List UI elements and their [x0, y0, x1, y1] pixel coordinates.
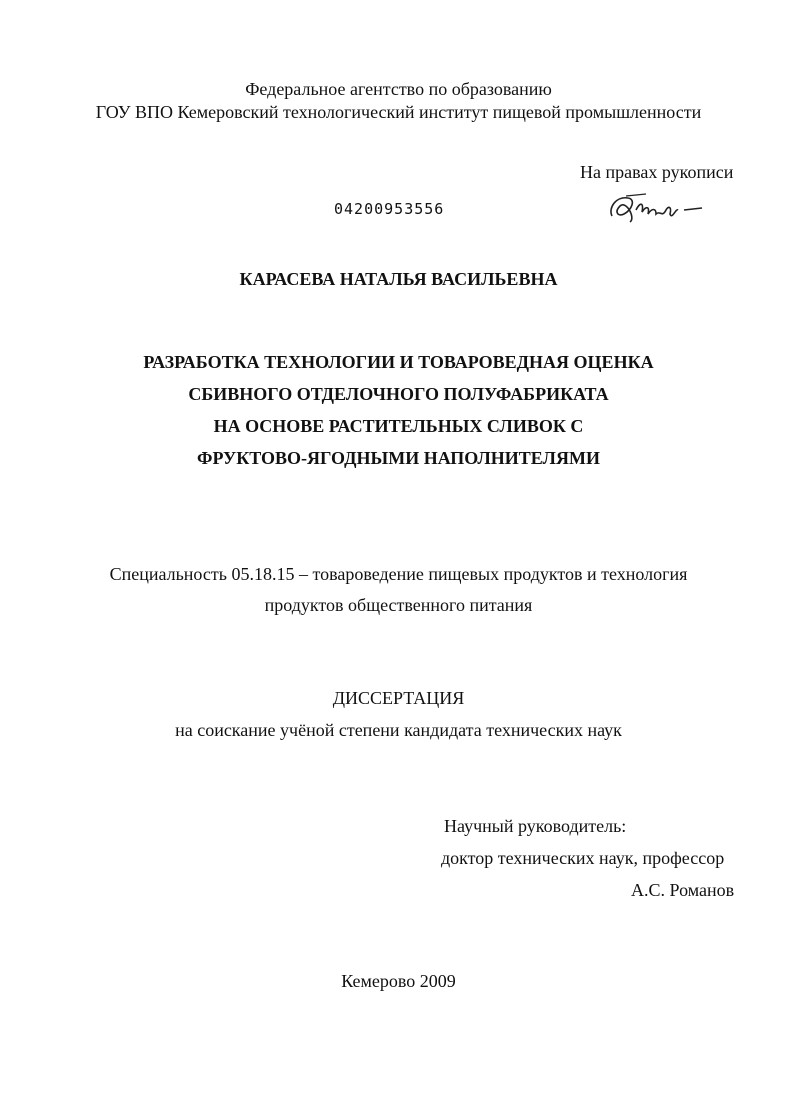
signature-icon [606, 188, 706, 230]
title-line-4: ФРУКТОВО-ЯГОДНЫМИ НАПОЛНИТЕЛЯМИ [197, 448, 600, 468]
title-line-3: НА ОСНОВЕ РАСТИТЕЛЬНЫХ СЛИВОК С [213, 416, 584, 436]
supervisor-name: А.С. Романов [631, 880, 735, 900]
registration-number: 04200953556 [334, 200, 445, 218]
supervisor-label: Научный руководитель: [444, 816, 627, 836]
author-name: КАРАСЕВА НАТАЛЬЯ ВАСИЛЬЕВНА [239, 269, 558, 289]
place-year: Кемерово 2009 [341, 971, 456, 991]
agency-name: Федеральное агентство по образованию [245, 79, 552, 99]
institute-name: ГОУ ВПО Кемеровский технологический институт пищевой промышленности [95, 102, 702, 122]
manuscript-note: На правах рукописи [580, 162, 734, 182]
work-type: ДИССЕРТАЦИЯ [332, 688, 465, 708]
supervisor-rank: доктор технических наук, профессор [441, 848, 725, 868]
title-line-1: РАЗРАБОТКА ТЕХНОЛОГИИ И ТОВАРОВЕДНАЯ ОЦЕНКА [143, 352, 654, 372]
specialty-line-1: Специальность 05.18.15 – товароведение пищевых продуктов и технология [109, 564, 688, 584]
degree-description: на соискание учёной степени кандидата технических наук [175, 720, 622, 740]
title-line-2: СБИВНОГО ОТДЕЛОЧНОГО ПОЛУФАБРИКАТА [188, 384, 609, 404]
specialty-line-2: продуктов общественного питания [264, 595, 533, 615]
